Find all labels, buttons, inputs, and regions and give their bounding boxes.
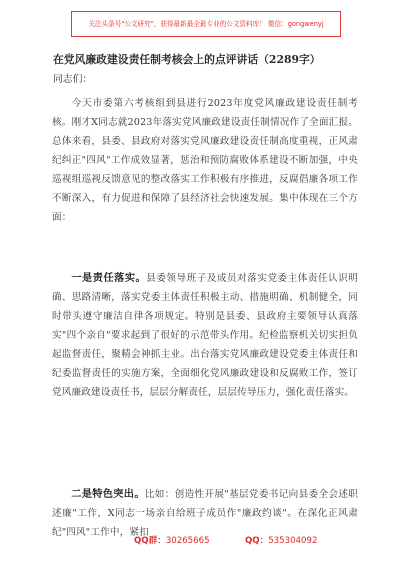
qq-contact xyxy=(245,534,317,546)
promo-banner-text: 关注头条号"公文研究"，获得最新最全最专业的公文资料库！ 微信：gongwenyj xyxy=(88,20,324,28)
salutation: 同志们： xyxy=(53,74,93,85)
paragraph-body: 县委领导班子及成员对落实党委主体责任认识明确、思路清晰，落实党委主体责任积极主动、措施明确、机制健全，同时带头遵守廉洁自律各项规定。特别是县委、县政府主要领导认真落实"四个亲自"要求起到了很好的示范带头作用。纪检监察机关切实担负起监督责任，聚精会神抓主业。出台落实党风廉政建设党委主体责任和纪委监督责任的实施方案，全面细化党风廉政建设和反腐败工作，签订党风廉政建设责任书，层层分解责任，层层传导压力，强化责任落实。 xyxy=(52,273,358,398)
promo-banner xyxy=(71,11,341,37)
paragraph-body: 比如：创造性开展"基层党委书记向县委全会述职述廉"工作，X同志一场亲自给班子成员作"廉政约谈"。在深化正风肃纪"四风"工作中，紧扣 xyxy=(52,489,358,538)
qq-label: QQ： xyxy=(245,536,269,546)
qq-group-number: 30265665 xyxy=(165,536,210,546)
paragraph-intro xyxy=(52,94,358,227)
paragraph-intro-body: 今天市委第六考核组到县进行2023年度党风廉政建设责任制考核。刚才X同志就2023年落实党风廉政建设责任制情况作了全面汇报。总体来看，县委、县政府对落实党风廉政建设责任制高度重视，正风肃纪纠正"四风"工作成效显著，惩治和预防腐败体系建设不断加强，中央巡视组巡视反馈意见的整改落实工作积极有序推进，反腐倡廉各项工作不断深入，有力促进和保障了县经济社会快速发展。集中体现在三个方面： xyxy=(52,98,358,223)
paragraph-lead: 一是责任落实。 xyxy=(71,272,147,284)
qq-number: 535304092 xyxy=(268,536,318,546)
document-title: 在党风廉政建设责任制考核会上的点评讲话（2289字） xyxy=(53,53,321,66)
qq-group-contact xyxy=(134,534,210,546)
paragraph-responsibility xyxy=(52,269,358,402)
paragraph-lead: 二是特色突出。 xyxy=(71,488,145,500)
qq-group-label: QQ群： xyxy=(134,536,166,546)
